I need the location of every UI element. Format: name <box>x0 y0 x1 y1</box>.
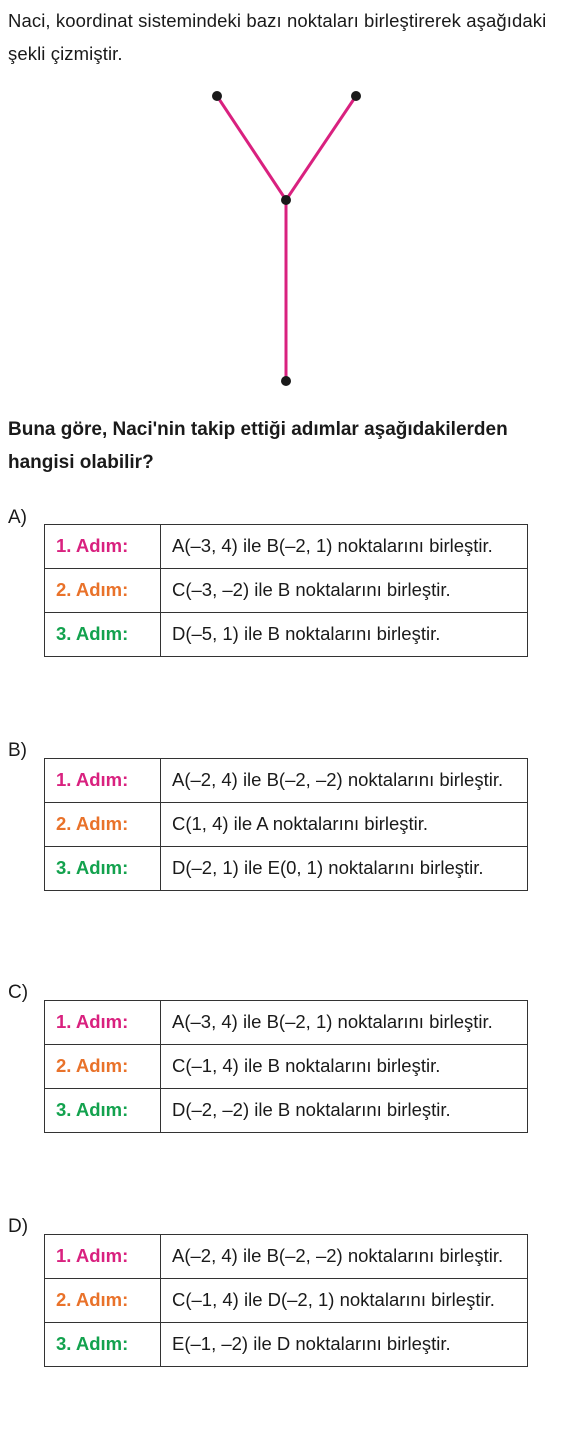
step-text: C(1, 4) ile A noktalarını birleştir. <box>161 803 528 847</box>
table-row <box>45 803 528 847</box>
table-row <box>45 569 528 613</box>
intro-text: Naci, koordinat sistemindeki bazı noktaları birleştirerek aşağıdaki şekli çizmiştir. <box>8 10 547 64</box>
table-row <box>45 1235 528 1279</box>
step-label: 3. Adım: <box>45 613 161 657</box>
step-text: E(–1, –2) ile D noktalarını birleştir. <box>161 1323 528 1367</box>
step-label: 3. Adım: <box>45 847 161 891</box>
table-row <box>45 759 528 803</box>
point-top-right <box>351 91 361 101</box>
step-text: D(–2, 1) ile E(0, 1) noktalarını birleştir. <box>161 847 528 891</box>
step-text: D(–2, –2) ile B noktalarını birleştir. <box>161 1089 528 1133</box>
step-text: D(–5, 1) ile B noktalarını birleştir. <box>161 613 528 657</box>
right-branch-segment <box>286 96 356 200</box>
table-row <box>45 1045 528 1089</box>
table-row <box>45 525 528 569</box>
point-junction <box>281 195 291 205</box>
step-label: 1. Adım: <box>45 759 161 803</box>
left-branch-segment <box>217 96 286 200</box>
step-label: 1. Adım: <box>45 1235 161 1279</box>
table-row <box>45 847 528 891</box>
option-d-table[interactable] <box>44 1234 528 1367</box>
step-label: 1. Adım: <box>45 525 161 569</box>
table-row <box>45 1089 528 1133</box>
table-row <box>45 1323 528 1367</box>
step-label: 3. Adım: <box>45 1089 161 1133</box>
option-c-letter[interactable]: C) <box>8 982 29 1003</box>
table-row <box>45 613 528 657</box>
option-a-letter[interactable]: A) <box>8 507 27 528</box>
step-label: 3. Adım: <box>45 1323 161 1367</box>
step-label: 2. Adım: <box>45 1279 161 1323</box>
step-label: 1. Adım: <box>45 1001 161 1045</box>
step-label: 2. Adım: <box>45 803 161 847</box>
option-c-table[interactable] <box>44 1000 528 1133</box>
step-label: 2. Adım: <box>45 1045 161 1089</box>
point-top-left <box>212 91 222 101</box>
option-a-table[interactable] <box>44 524 528 657</box>
step-text: C(–1, 4) ile D(–2, 1) noktalarını birleştir. <box>161 1279 528 1323</box>
point-bottom <box>281 376 291 386</box>
table-row <box>45 1279 528 1323</box>
table-row <box>45 1001 528 1045</box>
step-text: A(–2, 4) ile B(–2, –2) noktalarını birleştir. <box>161 1235 528 1279</box>
step-text: C(–1, 4) ile B noktalarını birleştir. <box>161 1045 528 1089</box>
step-text: C(–3, –2) ile B noktalarını birleştir. <box>161 569 528 613</box>
step-text: A(–3, 4) ile B(–2, 1) noktalarını birleştir. <box>161 525 528 569</box>
step-text: A(–2, 4) ile B(–2, –2) noktalarını birleştir. <box>161 759 528 803</box>
option-b-table[interactable] <box>44 758 528 891</box>
question-text: Buna göre, Naci'nin takip ettiği adımlar aşağıdakilerden hangisi olabilir? <box>8 419 508 473</box>
option-d-letter[interactable]: D) <box>8 1216 29 1237</box>
step-text: A(–3, 4) ile B(–2, 1) noktalarını birleştir. <box>161 1001 528 1045</box>
y-shape-figure <box>0 0 572 400</box>
option-b-letter[interactable]: B) <box>8 740 27 761</box>
step-label: 2. Adım: <box>45 569 161 613</box>
